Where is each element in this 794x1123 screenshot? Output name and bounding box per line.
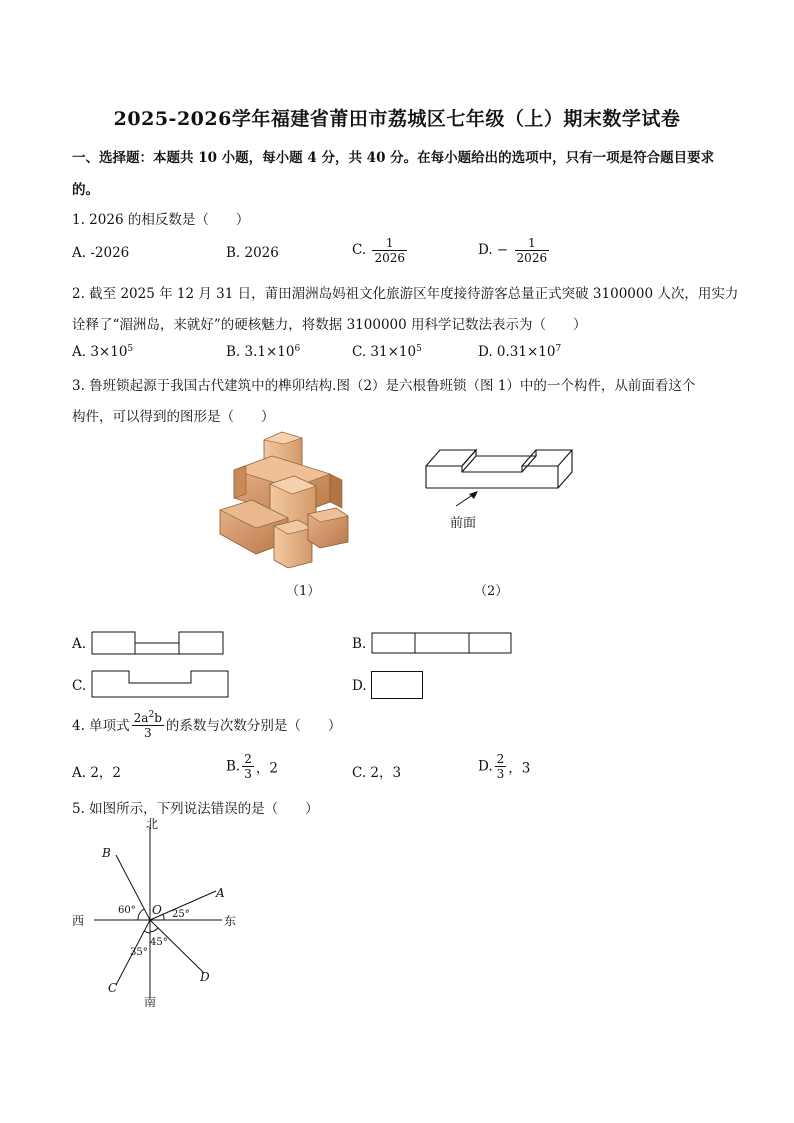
- compass-diagram: [66, 815, 256, 1010]
- label-point-o: O: [152, 903, 162, 917]
- angle-label-a: 25°: [172, 909, 190, 920]
- q2-option-d: D. $0.31\times 10^7$: [478, 344, 562, 360]
- q2-stem-line1: 2. 截至 2025 年 12 月 31 日，莆田湄洲岛妈祖文化旅游区年度接待游客总量正式突破 3100000 人次，用实力: [72, 286, 739, 302]
- label-south: 南: [144, 995, 157, 1009]
- q3-option-b-figure: [371, 632, 513, 655]
- q1-option-c: C. $\frac{1}{2026}$: [352, 236, 405, 265]
- q3-option-d-figure: [371, 671, 423, 699]
- label-east: 东: [224, 914, 237, 928]
- page-title: 2025-2026学年福建省莆田市荔城区七年级（上）期末数学试卷: [113, 108, 681, 130]
- component-figure: [420, 440, 580, 535]
- q4-option-a: A. 2，2: [72, 765, 122, 781]
- q2-option-b: B. $3.1\times 10^6$: [226, 344, 301, 360]
- q1-option-b: B. 2026: [226, 245, 279, 261]
- label-point-a: A: [216, 886, 225, 900]
- angle-label-c: 35°: [130, 947, 148, 958]
- front-label: 前面: [450, 516, 477, 531]
- q4-option-b: B. $\frac{2}{3}$ ，2: [226, 752, 278, 781]
- q3-option-c-figure: [91, 670, 231, 699]
- q3-option-d-label: D.: [352, 678, 367, 694]
- q4-option-d: D. $\frac{2}{3}$ ，3: [478, 752, 531, 781]
- label-point-c: C: [108, 981, 118, 995]
- section-heading-line2: 的。: [72, 182, 99, 198]
- q1-option-a: A. -2026: [72, 245, 130, 261]
- burr-puzzle-figure: [212, 430, 352, 568]
- q1-stem: 1. 2026 的相反数是（ ）: [72, 212, 250, 228]
- label-point-d: D: [200, 970, 210, 984]
- q4-stem: 4. 单项式 $\frac{2a^2b}{3}$ 的系数与次数分别是（ ）: [72, 710, 342, 740]
- q4-option-c: C. 2，3: [352, 765, 402, 781]
- angle-label-d: 45°: [150, 937, 168, 948]
- q3-option-b-label: B.: [352, 636, 367, 652]
- q2-stem-line2: 诠释了“湄洲岛，来就好”的硬核魅力，将数据 3100000 用科学记数法表示为（ ）: [72, 317, 587, 333]
- figure-2-caption: （2）: [474, 584, 509, 599]
- label-point-b: B: [102, 846, 111, 860]
- q3-stem-line2: 构件，可以得到的图形是（ ）: [72, 409, 275, 425]
- q3-option-a-label: A.: [72, 636, 87, 652]
- q2-option-c: C. $31\times 10^5$: [352, 344, 422, 360]
- label-west: 西: [72, 914, 85, 928]
- angle-label-b: 60°: [118, 905, 136, 916]
- q1-option-d: D. − $\frac{1}{2026}$: [478, 236, 548, 265]
- q3-option-a-figure: [91, 631, 225, 656]
- q5-stem: 5. 如图所示，下列说法错误的是（ ）: [72, 801, 319, 817]
- figure-1-caption: （1）: [286, 584, 321, 599]
- section-heading-line1: 一、选择题：本题共 10 小题，每小题 4 分，共 40 分。在每小题给出的选项中，只有一项是符合题目要求: [72, 150, 715, 166]
- q3-stem-line1: 3. 鲁班锁起源于我国古代建筑中的榫卯结构.图（2）是六根鲁班锁（图 1）中的一个构件，从前面看这个: [72, 378, 696, 394]
- label-north: 北: [146, 817, 159, 831]
- q3-option-c-label: C.: [72, 678, 87, 694]
- q2-option-a: A. $3\times 10^5$: [72, 344, 134, 360]
